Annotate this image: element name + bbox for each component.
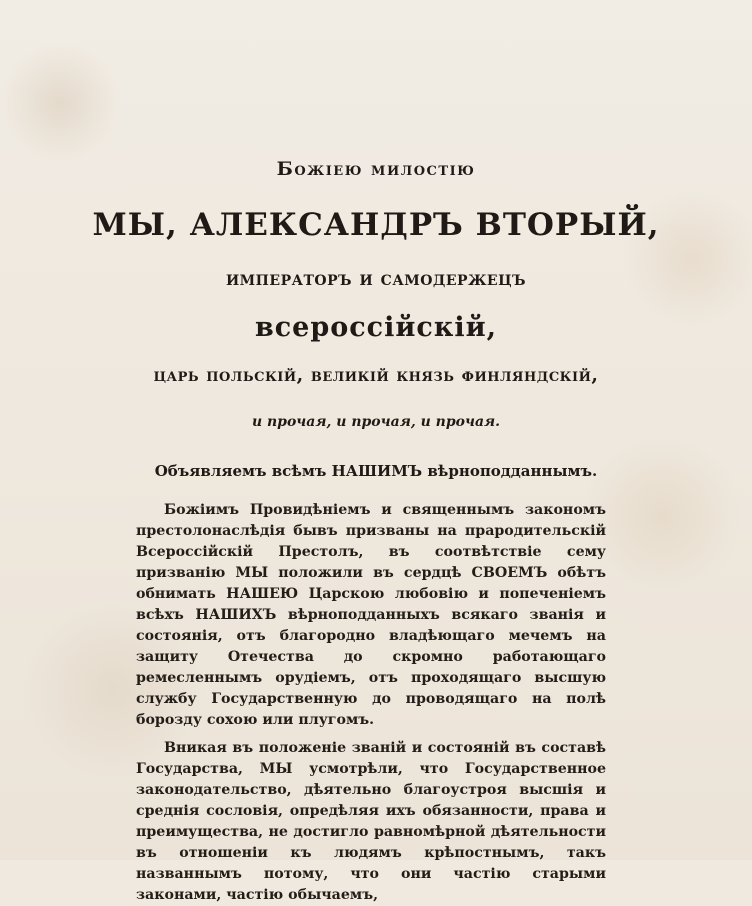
heading-by-grace: Божiею милостiю [276,158,476,180]
heading-title-autocrat: императоръ и самодержецъ [225,266,527,290]
heading-tsar-of-poland: царь польскiй, великiй князь финляндскiй, [153,364,599,386]
heading-all-russian: всероссiйскiй, [254,312,498,343]
heading-etcetera: и прочая, и прочая, и прочая. [251,414,501,430]
paragraph-second: Вникая въ положенiе званiй и состоянiй въ составѣ Государства, МЫ усмотрѣли, что Государственное законодательство, дѣятельно благоустроя высшiя и среднiя сословiя, опредѣляя ихъ обязанности, права и преимущества, не достигло равномѣрной дѣятельности въ отношенiи къ людямъ крѣпостнымъ, такъ названнымъ потому, что они частiю старыми законами, частiю обычаемъ, [136,740,606,903]
announcement-line: Объявляемъ всѣмъ НАШИМЪ вѣрноподданнымъ. [154,462,598,480]
heading-emperor-name: МЫ, АЛЕКСАНДРЪ ВТОРЫЙ, [92,207,660,243]
paragraph-first: Божiимъ Провидѣнiемъ и священнымъ закономъ престолонаслѣдiя бывъ призваны на прародительскiй Всероссiйскiй Престолъ, въ соотвѣтствiе сему призванiю МЫ положили въ сердцѣ СВОЕМЪ обѣтъ обнимать НАШЕЮ Царскою любовiю и попеченiемъ всѣхъ НАШИХЪ вѣрноподданныхъ всякаго званiя и состоянiя, отъ благородно владѣющаго мечемъ на защиту Отечества до скромно работающаго ремесленнымъ орудiемъ, отъ проходящаго высшую службу Государственную до проводящаго на полѣ борозду сохою или плугомъ. [136,502,606,728]
